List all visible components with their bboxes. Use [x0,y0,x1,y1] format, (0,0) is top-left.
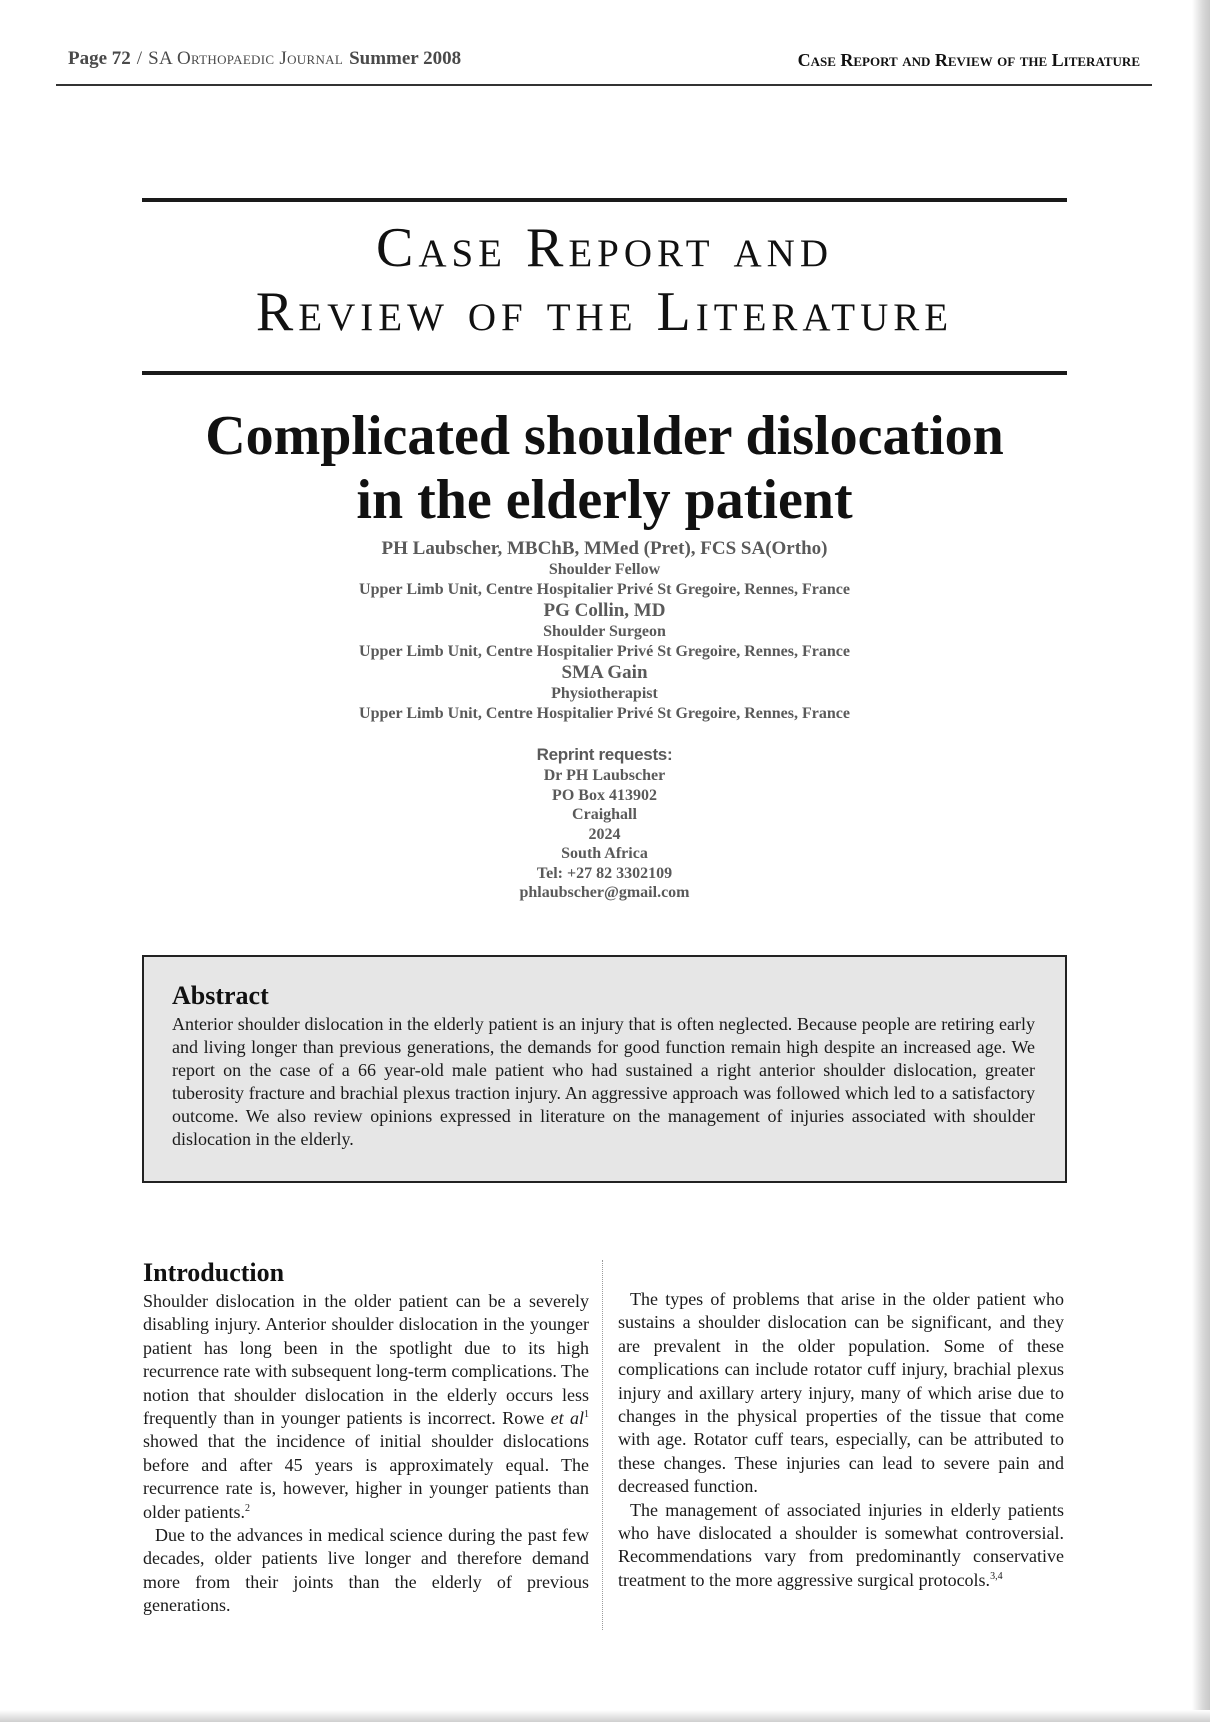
paragraph [143,1290,589,1524]
author-affiliation: Upper Limb Unit, Centre Hospitalier Privé St Gregoire, Rennes, France [359,581,850,598]
column-right [618,1288,1064,1592]
abstract-heading: Abstract [172,981,269,1010]
paragraph-text: The management of associated injuries in elderly patients who have dislocated a shoulder is somewhat controversial. Recommendations vary from predominantly conservative treatment to the more aggressive surgical protocols. [618,1499,1064,1590]
paragraph-text: showed that the incidence of initial shoulder dislocations before and after 45 years is approximately equal. The recurrence rate is, however, higher in younger patients than older patients. [143,1431,589,1522]
reprint-line: Dr PH Laubscher [543,767,666,784]
paragraph: Due to the advances in medical science during the past few decades, older patients live longer and therefore demand more from their joints than the elderly of previous generations. [143,1525,589,1616]
paragraph: The types of problems that arise in the older patient who sustains a shoulder dislocation can be significant, and they are prevalent in the older population. Some of these complications can include rotator cuff injury, brachial plexus injury and axillary artery injury, many of which arise due to changes in the physical properties of the tissue that come with age. Rotator cuff tears, especially, can be attributed to these changes. These injuries can lead to severe pain and decreased function. [618,1289,1064,1497]
section-rule-top [142,198,1067,202]
reprint-line: South Africa [561,845,648,862]
author-block [142,538,1067,724]
citation-ref: 2 [244,1502,250,1514]
author-role: Shoulder Surgeon [543,623,666,640]
paragraph-text: Shoulder dislocation in the older patient can be a severely disabling injury. Anterior shoulder dislocation in the younger patient has long been in the spotlight due to its high recurrence rate with subsequent long-term complications. The notion that shoulder dislocation in the elderly occurs less frequently than in younger patients is incorrect. Rowe [143,1291,590,1429]
article-title [142,404,1067,532]
author-role: Physiotherapist [551,685,658,702]
journal-issue: Summer 2008 [349,48,462,69]
article-title-line2: in the elderly patient [356,469,853,531]
reprint-line: PO Box 413902 [552,786,657,804]
section-rule-bottom [142,371,1067,375]
section-heading-line1: Case Report and [375,217,834,279]
author-name: SMA Gain [561,662,648,683]
column-left [143,1258,589,1618]
author-name: PG Collin, MD [543,600,666,621]
page-edge-shadow [1192,0,1210,1722]
abstract-box [142,955,1067,1183]
running-header [56,44,1152,86]
introduction-heading: Introduction [143,1258,285,1287]
reprint-email: phlaubscher@gmail.com [519,884,690,901]
author-affiliation: Upper Limb Unit, Centre Hospitalier Privé St Gregoire, Rennes, France [359,643,850,660]
abstract-text: Anterior shoulder dislocation in the elderly patient is an injury that is often neglected. Because people are retiring early and living longer than previous generations, the demands for good function remain high despite an increased age. We report on the case of a 66 year-old male patient who had sustained a right anterior shoulder dislocation, greater tuberosity fracture and brachial plexus traction injury. An aggressive approach was followed which led to a satisfactory outcome. We also review opinions expressed in literature on the management of injuries associated with shoulder dislocation in the elderly. [172,1014,1035,1149]
citation-ref: 1 [584,1409,590,1421]
article-title-line1: Complicated shoulder dislocation [205,405,1004,467]
citation-ref: 3,4 [990,1570,1003,1582]
section-heading-line2: Review of the Literature [255,281,954,343]
author-role: Shoulder Fellow [548,561,661,578]
reprint-line: Craighall [572,806,637,823]
reprint-label: Reprint requests: [536,745,673,764]
column-divider [602,1260,603,1630]
header-separator: / [136,48,143,69]
reprint-line: Tel: +27 82 3302109 [536,864,673,882]
running-header-section: Case Report and Review of the Literature [797,50,1140,70]
page-bottom-shadow [0,1710,1210,1722]
section-heading [142,216,1067,344]
running-header-left [68,48,461,70]
emphasis-text: et al [550,1408,585,1429]
reprint-line: 2024 [588,825,621,843]
reprint-requests [142,744,1067,903]
paragraph [618,1499,1064,1593]
page-number: Page 72 [68,48,131,69]
author-affiliation: Upper Limb Unit, Centre Hospitalier Privé St Gregoire, Rennes, France [359,705,850,722]
author-name: PH Laubscher, MBChB, MMed (Pret), FCS SA(Ortho) [381,538,828,559]
journal-name: SA Orthopaedic Journal [148,48,344,69]
